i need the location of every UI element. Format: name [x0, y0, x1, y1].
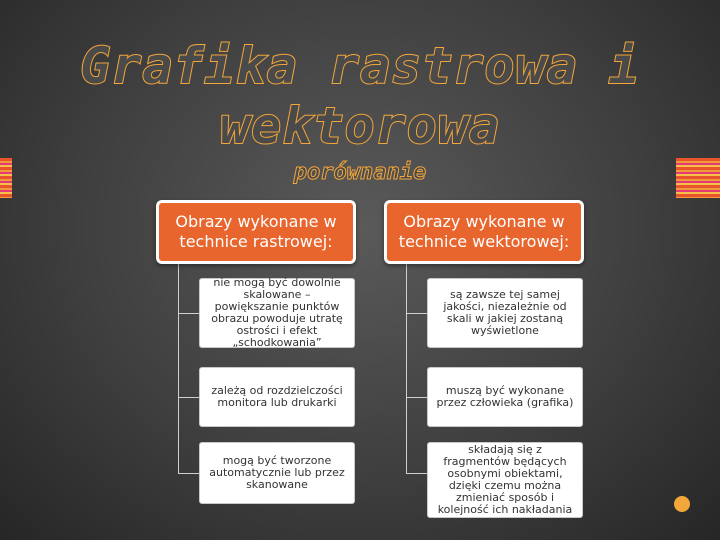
- connector-left-2: [178, 397, 199, 398]
- slide-title: Grafika rastrowa i wektorowa: [80, 37, 640, 155]
- connector-right-1: [406, 313, 427, 314]
- connector-right-2: [406, 397, 427, 398]
- connector-left-3: [178, 473, 199, 474]
- vector-item-1: są zawsze tej samej jakości, niezależnie od skali w jakiej zostaną wyświetlone: [427, 278, 583, 348]
- connector-right-3: [406, 473, 427, 474]
- connector-left-1: [178, 313, 199, 314]
- raster-column-header: Obrazy wykonane w technice rastrowej:: [156, 200, 356, 264]
- connector-left-stem: [178, 264, 179, 473]
- vector-column-header: Obrazy wykonane w technice wektorowej:: [384, 200, 584, 264]
- raster-item-1: nie mogą być dowolnie skalowane – powiększanie punktów obrazu powoduje utratę ostrości i efekt „schodkowania”: [199, 278, 355, 348]
- raster-item-3: mogą być tworzone automatycznie lub przez skanowane: [199, 442, 355, 504]
- next-slide-bullet-icon[interactable]: [674, 496, 690, 512]
- raster-item-2: zależą od rozdzielczości monitora lub drukarki: [199, 367, 355, 427]
- slide-subtitle: porównanie: [293, 160, 427, 185]
- connector-right-stem: [406, 264, 407, 473]
- vector-item-3: składają się z fragmentów będących osobnymi obiektami, dzięki czemu można zmieniać sposób i kolejność ich nakładania: [427, 442, 583, 518]
- vector-item-2: muszą być wykonane przez człowieka (grafika): [427, 367, 583, 427]
